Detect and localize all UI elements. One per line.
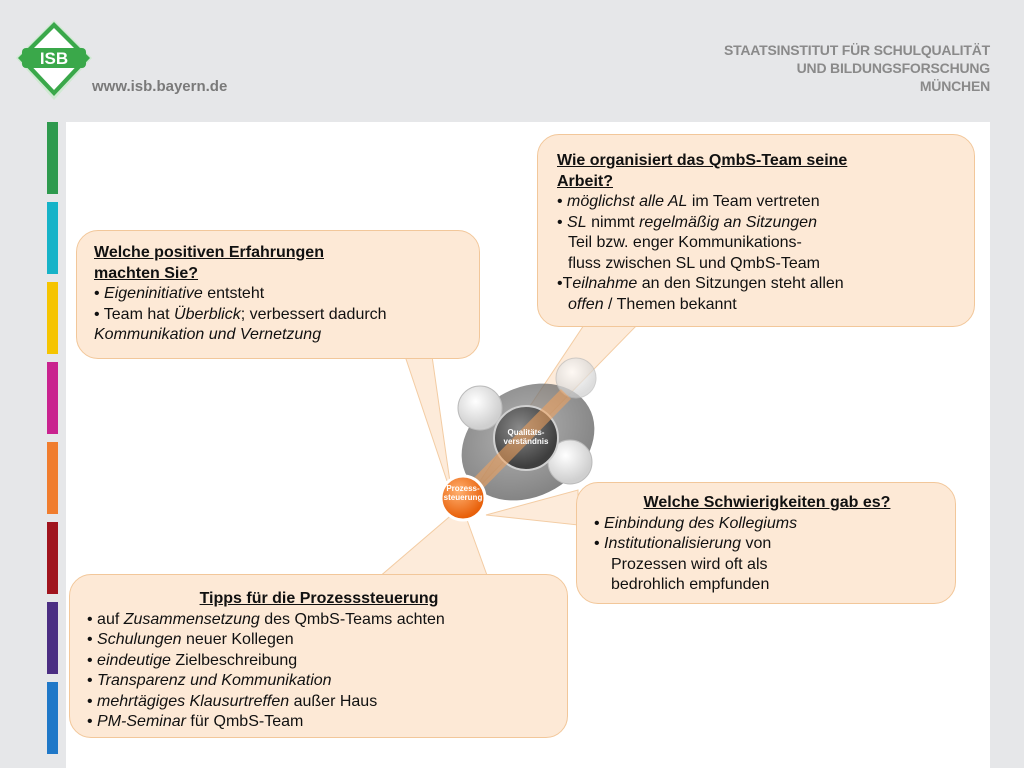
callout-title-cont: Arbeit? [557,172,613,190]
bullet-item: • Institutionalisierung von [594,535,772,552]
callout-title: Welche Schwierigkeiten gab es? [643,494,891,511]
process-node-label: Prozess- steuerung [443,484,483,502]
institution-line-1: STAATSINSTITUT FÜR SCHULQUALITÄT [723,42,990,58]
bullet-item: • PM-Seminar für QmbS-Team [87,713,304,730]
bullet-item: • Einbindung des Kollegiums [594,514,798,532]
center-node-label: Qualitäts- verständnis [503,428,549,446]
bullet-continuation: Teil bzw. enger Kommunikations- [568,234,802,251]
callout-title: Wie organisiert das QmbS-Team seine [557,152,848,169]
bullet-continuation: fluss zwischen SL und QmbS-Team [568,254,820,272]
callout-difficulties [576,482,956,604]
bullet-item: • auf Zusammensetzung des QmbS-Teams achten [87,610,445,628]
callout-process-tips [69,574,568,738]
logo-text: ISB [39,49,69,68]
bullet-item: • Schulungen neuer Kollegen [87,631,294,648]
bullet-item: •Teilnahme an den Sitzungen steht allen [557,275,844,292]
bullet-item: • mehrtägiges Klausurtreffen außer Haus [87,692,378,710]
bullet-item: • Team hat Überblick; verbessert dadurch [94,305,387,323]
bullet-continuation: Prozessen wird oft als [611,555,768,573]
website-url[interactable]: www.isb.bayern.de [92,78,228,95]
bullet-continuation: bedrohlich empfunden [611,576,770,593]
bullet-item: • Eigeninitiative entsteht [94,285,265,302]
internal-evaluation-node [458,386,502,430]
callout-positive-experiences [76,230,480,359]
bullet-item: • SL nimmt regelmäßig an Sitzungen [557,213,817,231]
callout-title: Tipps für die Prozesssteuerung [199,590,439,607]
callout-title-cont: machten Sie? [94,264,199,282]
callout-title: Welche positiven Erfahrungen [94,244,324,261]
bullet-continuation: offen / Themen bekannt [568,295,737,313]
bullet-item: • möglichst alle AL im Team vertreten [557,193,820,210]
bullet-item: • Transparenz und Kommunikation [87,672,332,689]
bullet-continuation: Kommunikation und Vernetzung [94,326,322,343]
institution-line-3: MÜNCHEN [919,78,990,94]
institution-line-2: UND BILDUNGSFORSCHUNG [796,60,990,76]
bullet-item: • eindeutige Zielbeschreibung [87,651,298,669]
callout-team-organisation [537,134,975,327]
